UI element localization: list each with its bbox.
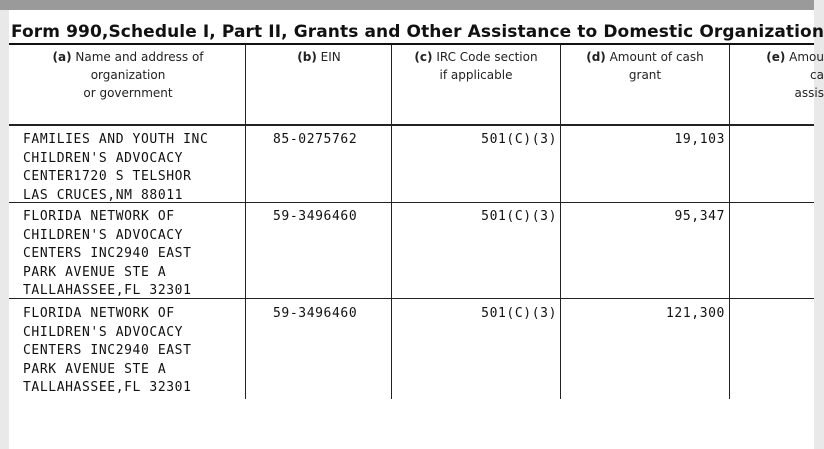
column-header-ein: (b) EIN (297, 50, 341, 64)
row-irc-code: 501(C)(3) (481, 132, 557, 147)
form-title: Form 990,Schedule I, Part II, Grants and Other Assistance to Domestic Organization (11, 22, 824, 42)
column-divider (391, 45, 392, 399)
column-divider (245, 45, 246, 399)
row-name-address: FAMILIES AND YOUTH INC CHILDREN'S ADVOCACY CENTER1720 S TELSHOR LAS CRUCES,NM 88011 (23, 132, 209, 203)
row-irc-code: 501(C)(3) (481, 209, 557, 224)
viewer-top-bar (0, 0, 814, 10)
row-cash-amount: 121,300 (666, 306, 725, 321)
title-rule (9, 43, 814, 45)
row-name-address: FLORIDA NETWORK OF CHILDREN'S ADVOCACY CENTERS INC2940 EAST PARK AVENUE STE A TALLAHASSEE,FL 32301 (23, 209, 192, 298)
column-divider (560, 45, 561, 399)
row-ein: 85-0275762 (273, 132, 358, 147)
column-header-irc-code: (c) IRC Code section if applicable (414, 50, 538, 82)
column-header-cash-grant: (d) Amount of cash grant (586, 50, 704, 82)
row-ein: 59-3496460 (273, 209, 358, 224)
column-header-noncash-assistance: (e) Amou ca assis (766, 50, 824, 100)
document-page (9, 10, 824, 449)
column-header-name-address: (a) Name and address of organization or government (52, 50, 204, 100)
header-rule (9, 124, 814, 126)
row-name-address: FLORIDA NETWORK OF CHILDREN'S ADVOCACY CENTERS INC2940 EAST PARK AVENUE STE A TALLAHASSEE,FL 32301 (23, 306, 192, 395)
row-cash-amount: 95,347 (674, 209, 725, 224)
row-cash-amount: 19,103 (674, 132, 725, 147)
column-divider (729, 45, 730, 399)
row-irc-code: 501(C)(3) (481, 306, 557, 321)
row-ein: 59-3496460 (273, 306, 358, 321)
